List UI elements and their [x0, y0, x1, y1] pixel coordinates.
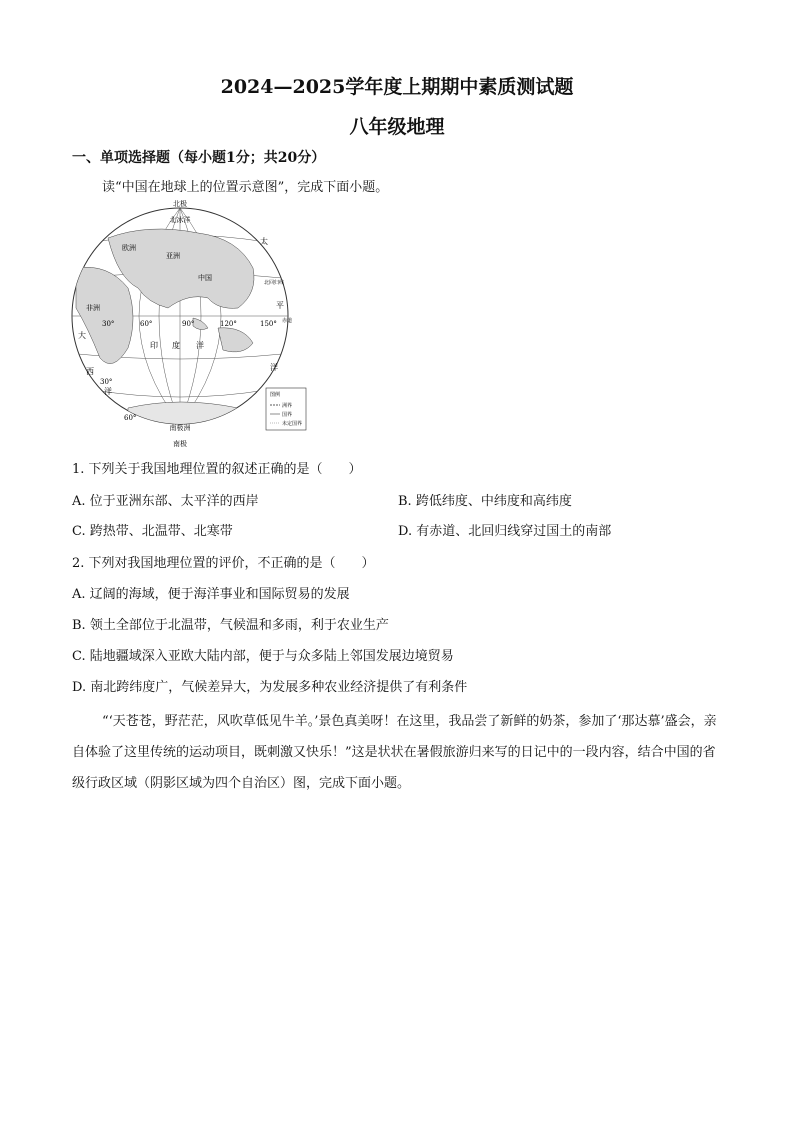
exam-subtitle: 八年级地理 — [349, 116, 445, 138]
label-china: 中国 — [198, 274, 212, 282]
label-tropic-cancer: 北回归线 — [264, 280, 285, 286]
question-1-option-b[interactable]: B. 跨低纬度、中纬度和高纬度 — [398, 494, 572, 509]
label-lat-60s: 60° — [124, 414, 137, 422]
question-1-stem: 1. 下列关于我国地理位置的叙述正确的是（ ） — [72, 462, 362, 477]
label-lat-30s: 30° — [100, 378, 113, 386]
question-1-option-c[interactable]: C. 跨热带、北温带、北寒带 — [72, 524, 233, 539]
label-asia: 亚洲 — [166, 252, 180, 260]
label-lon-120: 120° — [220, 320, 237, 328]
legend-title: 图例 — [270, 392, 281, 398]
exam-title: 2024—2025学年度上期期中素质测试题 — [220, 76, 574, 98]
legend-undetermined-border: 未定国界 — [282, 421, 303, 427]
question-1-option-d[interactable]: D. 有赤道、北回归线穿过国土的南部 — [398, 524, 612, 539]
legend-continent-border: 洲界 — [282, 403, 293, 409]
legend-national-border: 国界 — [282, 412, 293, 418]
label-south-pole: 南极 — [173, 440, 187, 448]
question-2-stem: 2. 下列对我国地理位置的评价，不正确的是（ ） — [72, 556, 375, 571]
label-indian-3: 洋 — [196, 341, 204, 350]
question-2-option-a[interactable]: A. 辽阔的海域，便于海洋事业和国际贸易的发展 — [72, 587, 350, 602]
map-legend — [266, 388, 306, 430]
label-lon-60: 60° — [140, 320, 153, 328]
label-africa: 非洲 — [86, 304, 100, 312]
label-atlantic-3: 洋 — [104, 387, 112, 396]
question-2-option-c[interactable]: C. 陆地疆域深入亚欧大陆内部，便于与众多陆上邻国发展边境贸易 — [72, 649, 454, 664]
label-arctic-ocean: 北冰洋 — [169, 216, 191, 224]
question-2-option-d[interactable]: D. 南北跨纬度广，气候差异大，为发展多种农业经济提供了有利条件 — [72, 680, 468, 695]
reading-passage: “‘天苍苍，野茫茫，风吹草低见牛羊。’景色真美呀！在这里，我品尝了新鲜的奶茶，参加了‘那达慕’盛会，亲自体验了这里传统的运动项目，既刺激又快乐！”这是状状在暑假旅游归来写的日记中的一段内容，结合中国的省级行政区域（阴影区域为四个自治区）图，完成下面小题。 — [72, 714, 717, 791]
label-north-pole: 北极 — [173, 200, 187, 208]
label-lon-90: 90° — [182, 320, 195, 328]
label-equator: 赤道 — [282, 318, 293, 324]
question-2-option-b[interactable]: B. 领土全部位于北温带，气候温和多雨，利于农业生产 — [72, 618, 389, 633]
label-antarctica: 南极洲 — [169, 424, 191, 432]
label-pacific-1: 太 — [260, 237, 268, 246]
label-atlantic-2: 西 — [86, 367, 94, 376]
label-indian-1: 印 — [150, 341, 158, 350]
label-lon-30: 30° — [102, 320, 115, 328]
question-1-option-a[interactable]: A. 位于亚洲东部、太平洋的西岸 — [72, 494, 259, 509]
label-indian-2: 度 — [172, 341, 180, 350]
figure-intro: 读“中国在地球上的位置示意图”，完成下面小题。 — [102, 180, 389, 195]
label-lon-150: 150° — [260, 320, 277, 328]
globe-map-figure — [68, 198, 308, 450]
label-pacific-2: 平 — [276, 301, 284, 310]
label-europe: 欧洲 — [122, 244, 136, 252]
label-pacific-3: 洋 — [270, 363, 278, 372]
section-heading: 一、单项选择题（每小题1分；共20分） — [72, 150, 326, 166]
label-atlantic-1: 大 — [78, 331, 86, 340]
